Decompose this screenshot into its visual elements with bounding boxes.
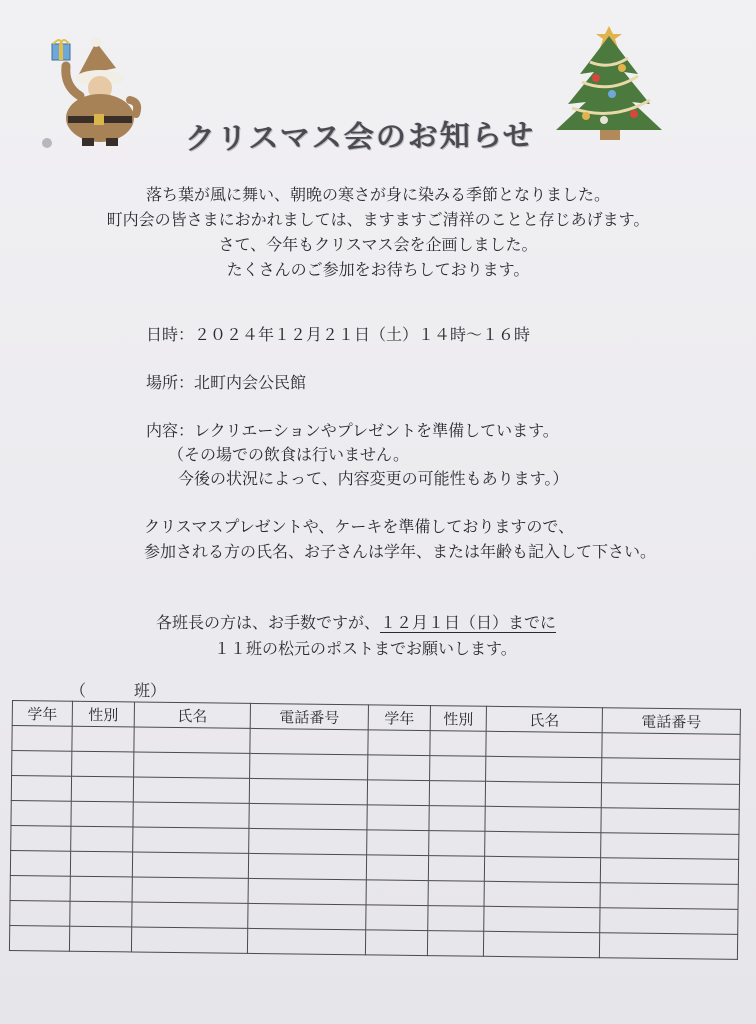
table-cell[interactable] xyxy=(247,928,365,954)
request-line-1: クリスマスプレゼントや、ケーキを準備しておりますので、 xyxy=(144,517,575,536)
intro-line: 町内会の皆さまにおかれましては、ますますご清祥のことと存じあげます。 xyxy=(106,210,650,229)
table-cell[interactable] xyxy=(602,758,740,785)
table-cell[interactable] xyxy=(428,881,484,907)
table-cell[interactable] xyxy=(249,778,367,804)
table-cell[interactable] xyxy=(70,901,132,927)
datetime-text: 日時：２０２４年１２月２１日（土）１４時～１６時 xyxy=(146,325,531,344)
table-cell[interactable] xyxy=(365,930,427,956)
table-cell[interactable] xyxy=(486,731,602,757)
table-cell[interactable] xyxy=(133,777,249,803)
table-cell[interactable] xyxy=(132,902,248,928)
table-cell[interactable] xyxy=(367,805,429,831)
table-cell[interactable] xyxy=(600,908,738,935)
header-phone: 電話番号 xyxy=(250,703,368,729)
table-cell[interactable] xyxy=(367,830,429,856)
table-cell[interactable] xyxy=(248,903,366,929)
request-line-2: 参加される方の氏名、お子さんは学年、または年齢も記入して下さい。 xyxy=(144,542,657,561)
table-cell[interactable] xyxy=(71,801,133,827)
table-cell[interactable] xyxy=(72,726,134,752)
table-cell[interactable] xyxy=(368,755,430,781)
table-cell[interactable] xyxy=(366,905,428,931)
table-cell[interactable] xyxy=(428,906,484,932)
table-cell[interactable] xyxy=(134,752,250,778)
table-cell[interactable] xyxy=(366,880,428,906)
header-name: 氏名 xyxy=(486,706,602,732)
table-cell[interactable] xyxy=(10,850,70,876)
table-cell[interactable] xyxy=(248,878,366,904)
table-cell[interactable] xyxy=(601,783,739,810)
table-cell[interactable] xyxy=(430,731,486,757)
content-note-2: 今後の状況によって、内容変更の可能性もあります。） xyxy=(178,469,569,488)
table-cell[interactable] xyxy=(366,855,428,881)
registration-table xyxy=(9,700,740,960)
table-cell[interactable] xyxy=(249,803,367,829)
table-cell[interactable] xyxy=(12,726,72,752)
header-name: 氏名 xyxy=(134,702,250,728)
table-cell[interactable] xyxy=(427,931,483,957)
table-cell[interactable] xyxy=(485,781,601,807)
table-cell[interactable] xyxy=(599,933,737,960)
deadline-line-1 xyxy=(156,610,556,633)
table-body xyxy=(9,726,740,960)
page-title: クリスマス会のお知らせ xyxy=(184,118,536,157)
intro-line: たくさんのご参加をお待ちしております。 xyxy=(226,260,530,279)
table-cell[interactable] xyxy=(368,730,430,756)
table-cell[interactable] xyxy=(485,831,601,857)
table-cell[interactable] xyxy=(367,780,429,806)
content-note-1: （その場での飲食は行いません。 xyxy=(168,445,409,464)
table-cell[interactable] xyxy=(71,776,133,802)
table-cell[interactable] xyxy=(250,753,368,779)
table-cell[interactable] xyxy=(249,828,367,854)
table-cell[interactable] xyxy=(484,906,600,932)
table-cell[interactable] xyxy=(11,776,71,802)
table-cell[interactable] xyxy=(132,852,248,878)
table-cell[interactable] xyxy=(600,883,738,910)
table-cell[interactable] xyxy=(9,925,69,951)
table-cell[interactable] xyxy=(248,853,366,879)
table-cell[interactable] xyxy=(134,727,250,753)
table-cell[interactable] xyxy=(70,876,132,902)
header-gender: 性別 xyxy=(72,701,134,727)
table-cell[interactable] xyxy=(483,931,599,957)
table-cell[interactable] xyxy=(428,856,484,882)
table-cell[interactable] xyxy=(12,751,72,777)
content-text: 内容：レクリエーションやプレゼントを準備しています。 xyxy=(146,421,559,440)
deadline-before: 各班長の方は、お手数ですが、 xyxy=(156,613,381,632)
intro-line: さて、今年もクリスマス会を企画しました。 xyxy=(218,235,538,254)
table-cell[interactable] xyxy=(484,856,600,882)
table-cell[interactable] xyxy=(11,800,71,826)
place-text: 場所：北町内会公民館 xyxy=(146,373,307,392)
table-cell[interactable] xyxy=(131,927,247,953)
header-phone: 電話番号 xyxy=(602,708,740,735)
table-cell[interactable] xyxy=(429,806,485,832)
table-cell[interactable] xyxy=(484,881,600,907)
table-cell[interactable] xyxy=(486,756,602,782)
table-cell[interactable] xyxy=(133,827,249,853)
deadline-date: １２月１日（日）までに xyxy=(380,613,557,632)
table-cell[interactable] xyxy=(429,831,485,857)
table-cell[interactable] xyxy=(601,808,739,835)
table-cell[interactable] xyxy=(602,733,740,760)
table-cell[interactable] xyxy=(250,728,368,754)
intro-line: 落ち葉が風に舞い、朝晩の寒さが身に染みる季節となりました。 xyxy=(145,185,610,204)
table-cell[interactable] xyxy=(601,833,739,860)
table-cell[interactable] xyxy=(429,781,485,807)
table-cell[interactable] xyxy=(485,806,601,832)
table-cell[interactable] xyxy=(133,802,249,828)
table-cell[interactable] xyxy=(600,858,738,885)
header-grade: 学年 xyxy=(368,705,430,731)
header-gender: 性別 xyxy=(430,706,486,732)
deadline-line-2: １１班の松元のポストまでお願いします。 xyxy=(214,639,517,658)
table-cell[interactable] xyxy=(69,926,131,952)
table-cell[interactable] xyxy=(10,900,70,926)
table-cell[interactable] xyxy=(71,826,133,852)
table-cell[interactable] xyxy=(70,851,132,877)
table-cell[interactable] xyxy=(10,875,70,901)
table-cell[interactable] xyxy=(11,825,71,851)
table-cell[interactable] xyxy=(72,751,134,777)
table-cell[interactable] xyxy=(132,877,248,903)
han-label: （ 班） xyxy=(70,681,167,700)
table-cell[interactable] xyxy=(430,756,486,782)
header-grade: 学年 xyxy=(12,701,72,727)
intro-paragraph xyxy=(0,182,756,282)
